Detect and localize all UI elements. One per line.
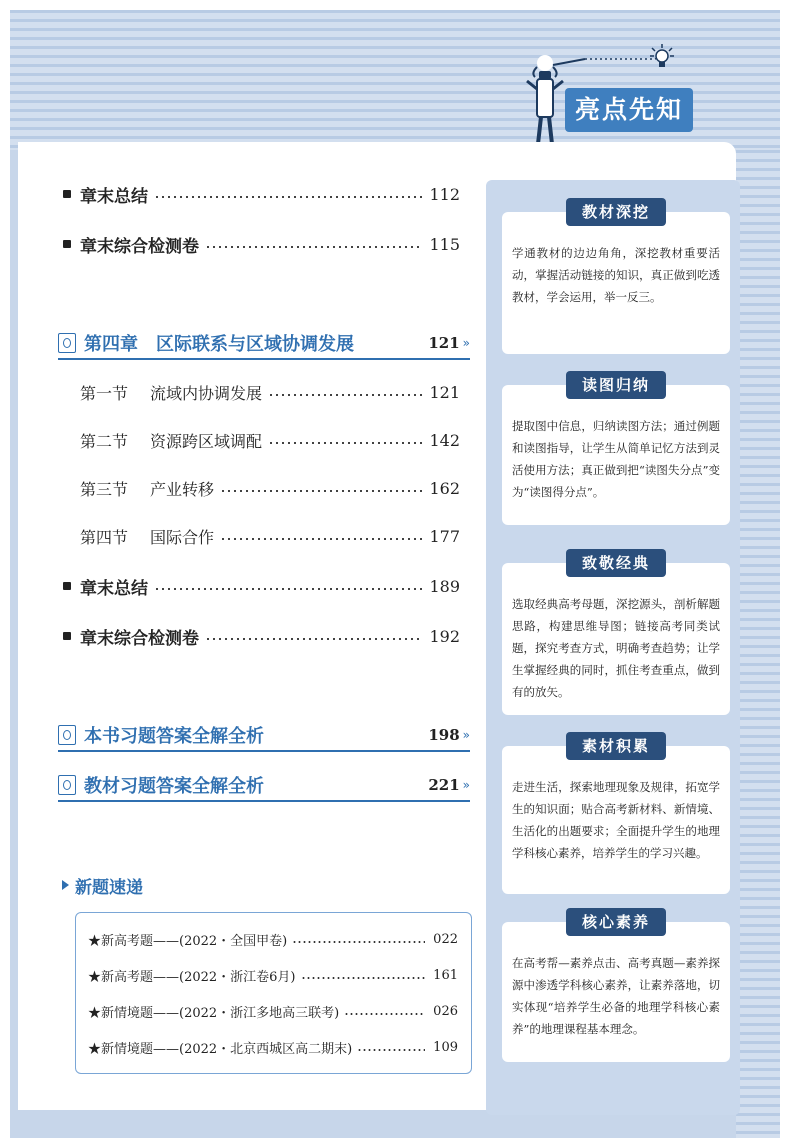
feature-card-3: 致敬经典 选取经典高考母题，深挖源头，剖析解题思路，构建思维导图；链接高考同类试题，探究考查方式，明确考查趋势；让学生掌握经典的同时，抓住考查重点，做到有的放矢。	[502, 563, 730, 715]
book-icon	[58, 725, 76, 745]
feature-card-5: 核心素养 在高考帮—素养点击、高考真题—素养探源中渗透学科核心素养，让素养落地，切实体现“培养学生必备的地理学科核心素养”的地理课程基本理念。	[502, 922, 730, 1062]
chapter-4-heading[interactable]: 第四章 区际联系与区域协调发展 121 »	[58, 328, 470, 360]
toc-item-test-prev[interactable]: 章末综合检测卷 115	[60, 229, 460, 259]
toc-item-summary-prev[interactable]: 章末总结 112	[60, 179, 460, 209]
quick-list	[75, 912, 472, 1074]
triangle-right-icon	[62, 880, 69, 890]
book-icon	[58, 333, 76, 353]
right-stripes	[736, 150, 780, 1138]
feature-card-1: 教材深挖 学通教材的边边角角，深挖教材重要活动，掌握活动链接的知识，真正做到吃透教材，学会运用，举一反三。	[502, 212, 730, 354]
bullet-icon	[60, 237, 74, 251]
toc-section-3[interactable]: 第三节 产业转移 162	[80, 478, 460, 499]
answers-textbook-heading[interactable]: 教材习题答案全解全析 221 »	[58, 770, 470, 802]
bullet-icon	[60, 579, 74, 593]
bullet-icon	[60, 629, 74, 643]
toc-section-4[interactable]: 第四节 国际合作 177	[80, 526, 460, 547]
chevron-right-icon: »	[462, 778, 470, 792]
chevron-right-icon: »	[462, 336, 470, 350]
answers-book-heading[interactable]: 本书习题答案全解全析 198 »	[58, 720, 470, 752]
quick-item[interactable]: ★新情境题——(2022・浙江多地高三联考) 026	[88, 1003, 458, 1021]
book-icon	[58, 775, 76, 795]
quick-item[interactable]: ★新高考题——(2022・浙江卷6月) 161	[88, 967, 458, 985]
toc-section-2[interactable]: 第二节 资源跨区域调配 142	[80, 430, 460, 451]
bullet-icon	[60, 187, 74, 201]
lightbulb-icon	[648, 42, 676, 72]
feature-card-2: 读图归纳 提取图中信息，归纳读图方法；通过例题和读图指导，让学生从简单记忆方法到灵活使用方法；真正做到把“读图失分点”变为“读图得分点”。	[502, 385, 730, 525]
quick-item[interactable]: ★新高考题——(2022・全国甲卷) 022	[88, 931, 458, 949]
toc-item-summary[interactable]: 章末总结 189	[60, 571, 460, 601]
chevron-right-icon: »	[462, 728, 470, 742]
toc-item-test[interactable]: 章末综合检测卷 192	[60, 621, 460, 651]
quick-heading: 新题速递	[62, 872, 143, 898]
banner-title: 亮点先知	[565, 88, 693, 132]
feature-card-4: 素材积累 走进生活，探索地理现象及规律，拓宽学生的知识面；贴合高考新材料、新情境、生活化的出题要求；全面提升学生的地理学科核心素养，培养学生的学习兴趣。	[502, 746, 730, 894]
quick-item[interactable]: ★新情境题——(2022・北京西城区高二期末) 109	[88, 1039, 458, 1057]
toc-section-1[interactable]: 第一节 流域内协调发展 121	[80, 382, 460, 403]
